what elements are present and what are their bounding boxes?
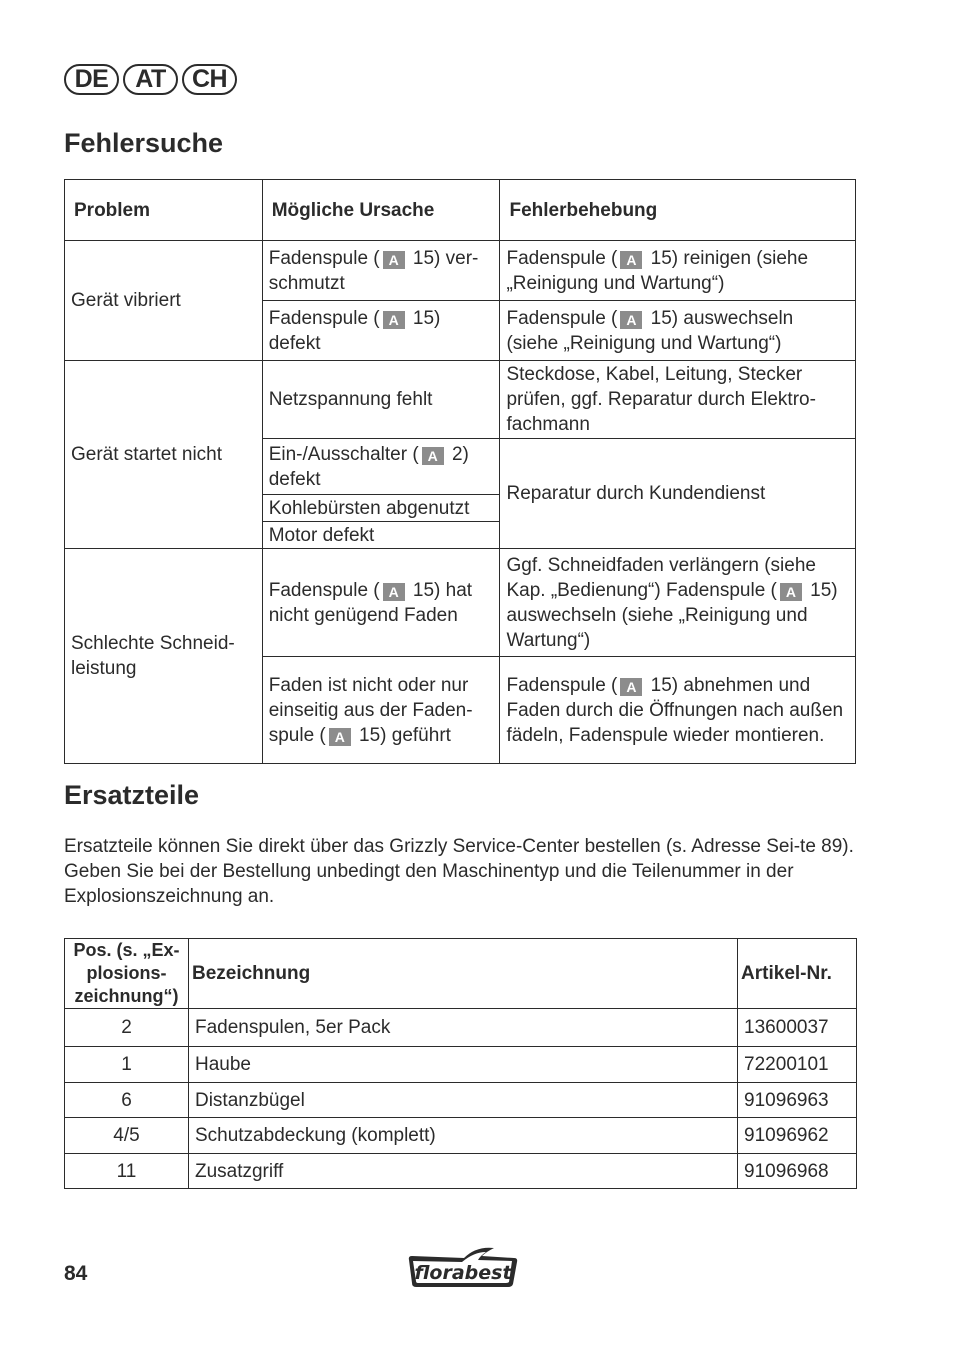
figure-a-marker: A — [422, 447, 444, 465]
language-badges — [64, 64, 237, 95]
name-cell: Zusatzgriff — [188, 1154, 737, 1189]
table-row — [65, 1009, 857, 1047]
cause-cell: Fadenspule ( A 15) ver-schmutzt — [262, 241, 500, 301]
troubleshooting-title: Fehlersuche — [64, 128, 224, 158]
remedy-cell: Reparatur durch Kundendienst — [500, 439, 856, 549]
pos-cell: 4/5 — [65, 1118, 189, 1154]
figure-a-marker: A — [383, 251, 405, 269]
figure-a-marker: A — [620, 678, 642, 696]
col-header-problem: Problem — [65, 180, 263, 241]
article-cell: 72200101 — [738, 1047, 857, 1083]
problem-cell: Gerät vibriert — [65, 241, 263, 361]
cause-cell: Kohlebürsten abgenutzt — [262, 495, 500, 522]
logo-text: florabest — [414, 1262, 512, 1284]
pos-cell: 6 — [65, 1083, 189, 1118]
article-cell: 91096962 — [738, 1118, 857, 1154]
table-row — [65, 1083, 857, 1118]
problem-cell: Schlechte Schneid-leistung — [65, 549, 263, 764]
cause-cell: Netzspannung fehlt — [262, 361, 500, 439]
cause-cell: Fadenspule ( A 15) hat nicht genügend Faden — [262, 549, 500, 657]
table-row — [65, 241, 856, 301]
name-cell: Haube — [188, 1047, 737, 1083]
page-number: 84 — [64, 1262, 88, 1285]
figure-a-marker: A — [383, 583, 405, 601]
pos-cell: 2 — [65, 1009, 189, 1047]
col-header-pos: Pos. (s. „Ex-plosions-zeichnung“) — [65, 939, 189, 1009]
remedy-cell: Fadenspule ( A 15) reinigen (siehe „Reinigung und Wartung“) — [500, 241, 856, 301]
lang-badge-ch: CH — [182, 64, 237, 95]
article-cell: 13600037 — [738, 1009, 857, 1047]
col-header-article: Artikel-Nr. — [738, 939, 857, 1009]
figure-a-marker: A — [620, 311, 642, 329]
remedy-cell: Fadenspule ( A 15) abnehmen und Faden durch die Öffnungen nach außen fädeln, Fadenspule wieder montieren. — [500, 657, 856, 764]
name-cell: Fadenspulen, 5er Pack — [188, 1009, 737, 1047]
lang-badge-at: AT — [123, 64, 178, 95]
florabest-logo — [406, 1246, 520, 1290]
spareparts-intro: Ersatzteile können Sie direkt über das Grizzly Service-Center bestellen (s. Adresse Sei-te 89). Geben Sie bei der Bestellung unbedingt den Maschinentyp und die Teilenummer in der Explosionszeichnung an. — [64, 836, 854, 907]
article-cell: 91096963 — [738, 1083, 857, 1118]
table-row — [65, 1154, 857, 1189]
pos-cell: 11 — [65, 1154, 189, 1189]
spareparts-title: Ersatzteile — [64, 780, 200, 810]
pos-cell: 1 — [65, 1047, 189, 1083]
col-header-name: Bezeichnung — [188, 939, 737, 1009]
spareparts-table — [64, 938, 857, 1189]
col-header-cause: Mögliche Ursache — [262, 180, 500, 241]
table-row — [65, 549, 856, 657]
figure-a-marker: A — [383, 311, 405, 329]
table-row — [65, 361, 856, 439]
figure-a-marker: A — [620, 251, 642, 269]
cause-cell: Ein-/Ausschalter ( A 2) defekt — [262, 439, 500, 495]
cause-cell: Faden ist nicht oder nur einseitig aus der Faden-spule ( A 15) geführt — [262, 657, 500, 764]
remedy-cell: Fadenspule ( A 15) auswechseln (siehe „Reinigung und Wartung“) — [500, 301, 856, 361]
remedy-cell: Ggf. Schneidfaden verlängern (siehe Kap. „Bedienung“) Fadenspule ( A 15) auswechseln (siehe „Reinigung und Wartung“) — [500, 549, 856, 657]
figure-a-marker: A — [329, 728, 351, 746]
cause-cell: Motor defekt — [262, 522, 500, 549]
problem-cell: Gerät startet nicht — [65, 361, 263, 549]
table-header-row — [65, 180, 856, 241]
col-header-remedy: Fehlerbehebung — [500, 180, 856, 241]
lang-badge-de: DE — [64, 64, 119, 95]
table-row — [65, 1047, 857, 1083]
name-cell: Schutzabdeckung (komplett) — [188, 1118, 737, 1154]
cause-cell: Fadenspule ( A 15) defekt — [262, 301, 500, 361]
troubleshooting-table — [64, 179, 856, 764]
table-header-row — [65, 939, 857, 1009]
remedy-cell: Steckdose, Kabel, Leitung, Stecker prüfen, ggf. Reparatur durch Elektro-fachmann — [500, 361, 856, 439]
name-cell: Distanzbügel — [188, 1083, 737, 1118]
table-row — [65, 1118, 857, 1154]
article-cell: 91096968 — [738, 1154, 857, 1189]
figure-a-marker: A — [780, 583, 802, 601]
